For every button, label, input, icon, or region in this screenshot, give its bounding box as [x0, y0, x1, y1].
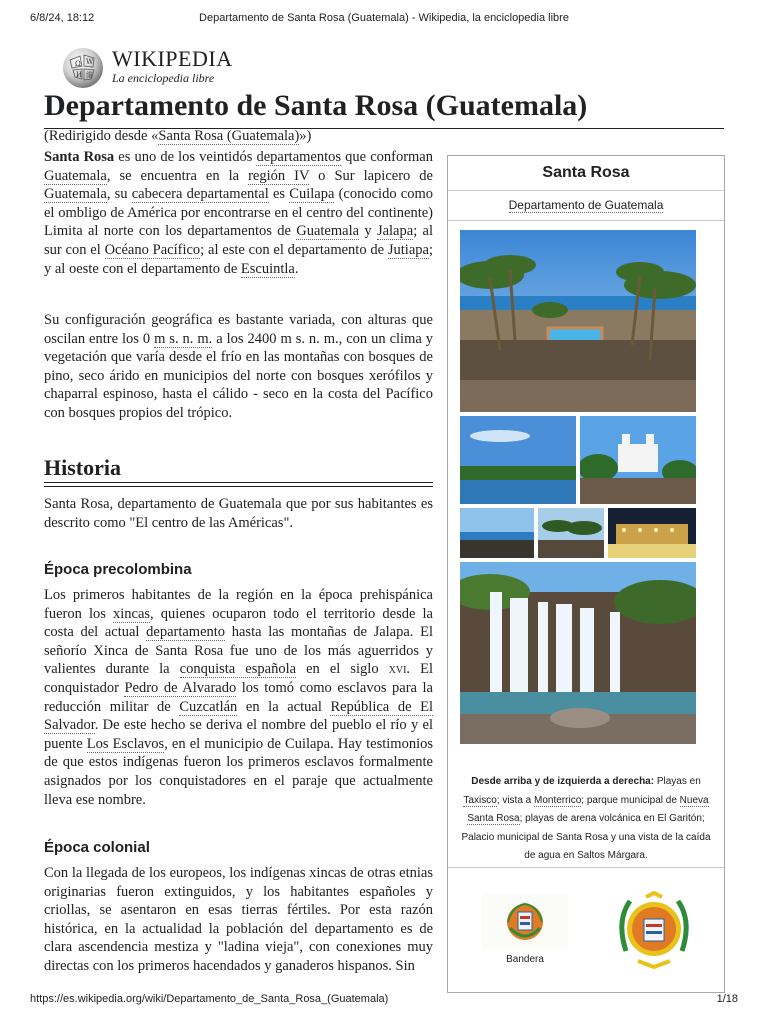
text: .	[294, 260, 299, 277]
palms-beach-image	[538, 508, 604, 558]
infobox-subtitle	[448, 191, 724, 221]
text: Su configuración geográfica es bastante variada, con alturas que oscilan entre los 0	[44, 312, 433, 347]
page-title: Departamento de Santa Rosa (Guatemala)	[44, 89, 588, 122]
flag-label	[482, 954, 568, 965]
text: en la actual	[237, 698, 331, 715]
link-republica-el-salvador[interactable]: República de El Salvador	[44, 698, 434, 734]
photo-saltos-margara[interactable]	[460, 562, 696, 744]
text: , se encuentra en la	[106, 167, 249, 184]
infobox	[447, 155, 725, 993]
text: ; parque municipal de	[581, 794, 680, 806]
svg-text:И: И	[76, 71, 83, 79]
text: es	[268, 186, 290, 203]
print-page-number: 1/18	[716, 993, 738, 1005]
link-cabecera-departamental[interactable]: cabecera departamental	[131, 186, 269, 203]
coat-of-arms-image[interactable]	[616, 891, 692, 971]
text: Playas en	[654, 776, 701, 787]
text: ; vista a	[496, 794, 535, 806]
saltos-margara-waterfall-image	[460, 562, 696, 744]
print-title: Departamento de Santa Rosa (Guatemala) - Wikipedia, la enciclopedia libre	[199, 12, 569, 24]
svg-text:W: W	[86, 58, 94, 66]
intro-paragraph-1	[44, 148, 433, 278]
link-nueva-santa-rosa[interactable]: Nueva Santa Rosa	[467, 794, 709, 825]
link-jutiapa[interactable]: Jutiapa	[387, 241, 429, 258]
flag-image[interactable]	[482, 894, 568, 950]
text: en el siglo	[296, 661, 389, 678]
infobox-caption	[458, 773, 714, 866]
link-xincas[interactable]: xincas	[113, 605, 151, 622]
photo-el-gariton[interactable]	[460, 508, 534, 558]
colonial-paragraph: Con la llegada de los europeos, los indígenas xincas de otras etnias originarias fueron extinguidos, y los habitantes españoles y criollas, se asentaron en esas tierras fértiles. Por esta razón histórica, en la actualidad la población del departamento es de clara ascendencia mestiza y "ladina vieja", con conexiones muy directas con los primeros hacendados y ganaderos hispanos. Sin	[44, 865, 433, 974]
section-divider	[44, 482, 433, 487]
palacio-municipal-image	[608, 508, 696, 558]
infobox-divider	[448, 867, 724, 868]
subsection-heading-precolombina: Época precolombina	[44, 561, 192, 578]
link-taxisco[interactable]: Taxisco	[463, 794, 497, 806]
historia-paragraph: Santa Rosa, departamento de Guatemala que por sus habitantes es descrito como "El centro de las Américas".	[44, 496, 433, 531]
redirect-suffix: »)	[299, 128, 312, 144]
text: es uno de los veintidós	[114, 149, 257, 165]
text: que conforman	[341, 149, 433, 165]
redirect-link[interactable]: Santa Rosa (Guatemala)	[158, 128, 300, 144]
text: , quienes ocuparon todo el territorio desde la costa del actual	[44, 605, 433, 641]
text: ; playas de arena volcánica en El Garitón; Palacio municipal de Santa Rosa y una vista de la caída de agua en Saltos Márgara.	[461, 813, 711, 862]
beach-palms-image	[460, 230, 696, 412]
link-oceano-pacifico[interactable]: Océano Pacífico	[104, 241, 201, 258]
link-guatemala[interactable]: Guatemala	[44, 167, 107, 184]
print-header	[0, 0, 768, 28]
monterrico-lagoon-image	[460, 416, 576, 504]
text: a los 2400 m s. n. m., con un clima y vegetación que varía desde el frío en las montañas con bosques de pino, seco árido en municipios del norte con bosques xerófilos y chaparral espinoso, hasta el cálido - seco en la costa del Pacífico con bosques propios del trópico.	[44, 330, 433, 421]
redirect-prefix: (Redirigido desde «	[44, 128, 159, 144]
link-guatemala-3[interactable]: Guatemala	[296, 223, 360, 240]
photo-palacio-municipal[interactable]	[608, 508, 696, 558]
text: Los primeros habitantes de la región en la época prehispánica fueron los	[44, 587, 433, 622]
caption-label: Desde arriba y de izquierda a derecha:	[471, 776, 655, 787]
wordmark-text: WIKIPEDIA	[112, 46, 233, 71]
text: . De este hecho se deriva el nombre del pueblo el río y el puente	[44, 717, 433, 752]
print-url: https://es.wikipedia.org/wiki/Departamento_de_Santa_Rosa_(Guatemala)	[30, 993, 389, 1005]
link-departamento[interactable]: departamento	[146, 624, 226, 641]
link-cuilapa[interactable]: Cuilapa	[289, 186, 335, 203]
link-los-esclavos[interactable]: Los Esclavos	[86, 735, 165, 752]
photo-monterrico[interactable]	[460, 416, 576, 504]
link-region-iv[interactable]: región IV	[248, 167, 310, 184]
redirect-notice	[44, 126, 311, 146]
svg-text:維: 維	[86, 71, 93, 79]
nueva-santa-rosa-park-image	[580, 416, 696, 504]
text: ; y al oeste con el departamento de	[44, 241, 433, 277]
photo-taxisco-beach[interactable]	[460, 230, 696, 412]
text: . El conquistador	[44, 661, 433, 696]
photo-palms-beach[interactable]	[538, 508, 604, 558]
precolombina-paragraph	[44, 586, 433, 809]
link-msnm[interactable]: m s. n. m.	[154, 330, 213, 347]
wordmark-tagline: La enciclopedia libre	[112, 71, 215, 85]
link-departamentos[interactable]: departamentos	[256, 149, 342, 165]
print-datetime: 6/8/24, 18:12	[30, 12, 95, 24]
link-cuzcatlan[interactable]: Cuzcatlán	[179, 698, 238, 715]
text: , su	[106, 186, 132, 203]
century-numeral: xvi	[388, 661, 407, 678]
intro-paragraph-2	[44, 311, 433, 423]
link-pedro-de-alvarado[interactable]: Pedro de Alvarado	[124, 679, 237, 696]
svg-text:Ω: Ω	[75, 60, 81, 68]
link-departamento-de-guatemala[interactable]: Departamento de Guatemala	[508, 198, 664, 212]
lead-term: Santa Rosa	[44, 149, 115, 165]
text: ; al sur con el	[44, 223, 433, 258]
infobox-title: Santa Rosa	[448, 156, 724, 191]
text: y	[359, 223, 377, 240]
subsection-heading-colonial: Época colonial	[44, 839, 150, 856]
link-conquista-espanola[interactable]: conquista española	[179, 661, 297, 678]
text: , en el municipio de Cuilapa. Hay testimonios de que estos indígenas fueron los primeros esclavos formalmente asignados por los conquistadores en el paraje que actualmente lleva ese nombre.	[44, 735, 433, 808]
text: ; al este con el departamento de	[200, 241, 388, 258]
link-jalapa[interactable]: Jalapa	[376, 223, 414, 240]
link-monterrico[interactable]: Monterrico	[534, 794, 582, 806]
link-guatemala-2[interactable]: Guatemala	[44, 186, 107, 203]
wikipedia-globe-icon	[60, 46, 106, 90]
link-escuintla[interactable]: Escuintla	[240, 260, 295, 277]
text: los tomó como esclavos para la reducción militar de	[44, 679, 433, 715]
wikipedia-wordmark	[112, 47, 233, 85]
link-bandera[interactable]: Bandera	[506, 954, 544, 965]
text: o Sur lapicero de	[309, 167, 433, 184]
gariton-beach-image	[460, 508, 534, 558]
text: (conocido como el ombligo de América por encontrarse en el centro del continente) Limita al norte con los departamentos de	[44, 186, 433, 240]
photo-nueva-santa-rosa[interactable]	[580, 416, 696, 504]
section-heading-historia: Historia	[44, 455, 121, 480]
text: hasta las montañas de Jalapa. El señorío Xinca de Santa Rosa fue uno de los más aguerridos y valientes durante la	[44, 624, 433, 678]
